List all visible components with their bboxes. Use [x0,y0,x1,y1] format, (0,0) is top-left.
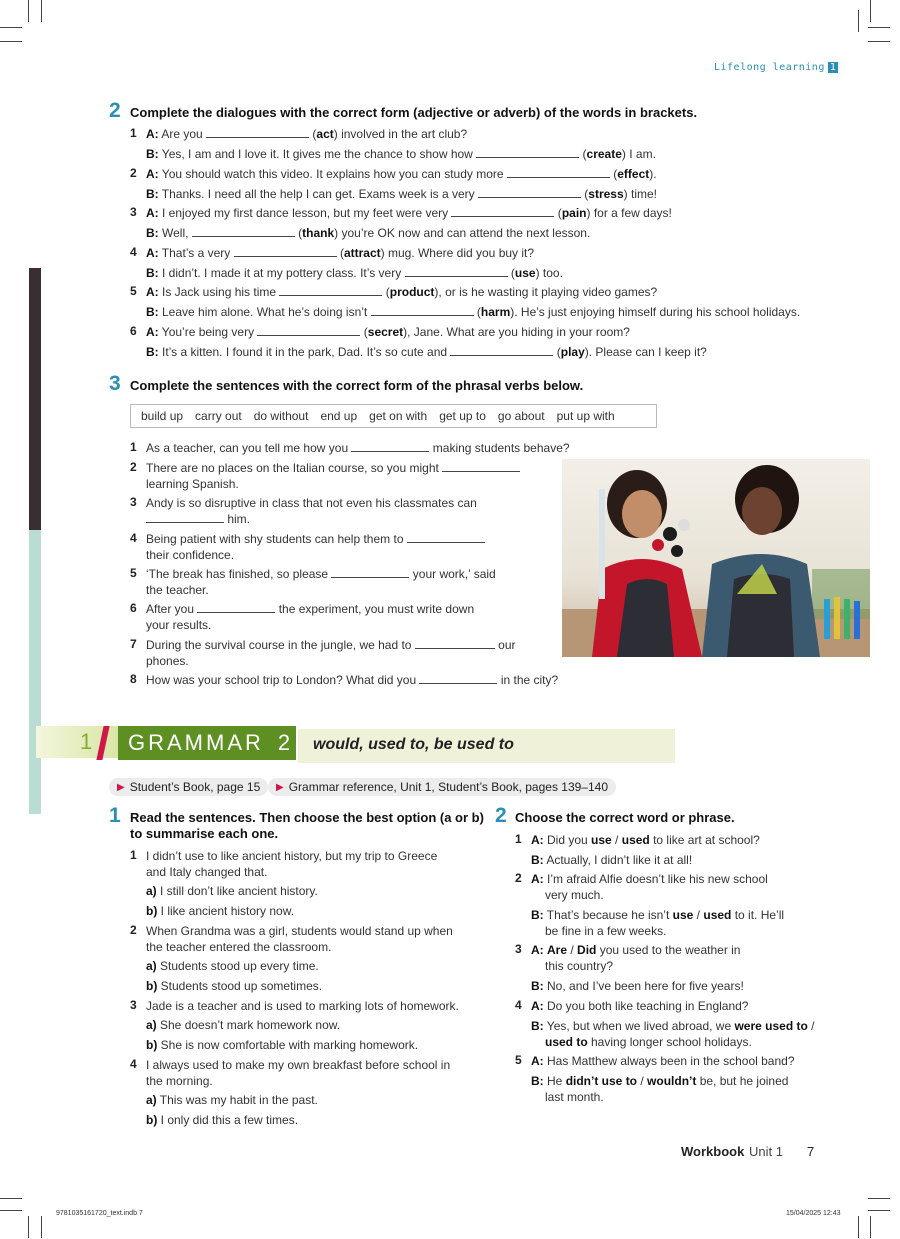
line-text: ) for a few days! [586,206,672,221]
sentence-line: the morning. [146,1074,213,1088]
sentence-line [146,653,189,669]
line-text: be fine in a few weeks. [545,924,667,938]
option-letter: a) [146,884,157,898]
dialogue-line-a [146,284,657,300]
unit-number-badge: 1 [829,62,837,73]
line-text: ( [336,245,344,260]
line-text: this country? [545,959,614,973]
line-text: / [567,943,578,957]
line-text: During the survival course in the jungle, we had to [146,638,415,652]
bracket-word: product [389,285,435,300]
choice-option[interactable]: used [703,908,732,922]
line-text: Did you [543,833,592,847]
item-number: 6 [130,324,137,338]
dialogue-line-a [146,205,672,221]
grammar-reference-link[interactable] [268,778,616,796]
speaker-label: B: [531,1019,544,1033]
sentence-line: I always used to make my own breakfast before school in [146,1058,451,1072]
sentence-line [146,547,234,563]
exercise-number: 1 [109,804,121,827]
item-number: 3 [130,998,137,1012]
answer-blank[interactable] [257,325,360,336]
item-number: 1 [130,440,137,454]
dialogue-line-b [531,852,692,868]
speaker-label: A: [531,872,544,886]
answer-blank[interactable] [507,167,610,178]
phrasal-verb-box [130,404,657,428]
item-number: 2 [515,871,522,885]
phrasal-verb: carry out [195,409,242,423]
item-number: 1 [515,832,522,846]
item-number: 3 [515,942,522,956]
answer-blank[interactable] [419,673,497,684]
line-text: / [637,1074,648,1088]
speaker-label: A: [146,285,159,300]
phrasal-verb: get up to [439,409,486,423]
dialogue-line-b [146,186,657,202]
line-text: ( [360,325,368,339]
reference-text: Grammar reference, Unit 1, Student’s Book, pages 139–140 [288,780,608,794]
line-text: I didn’t. I made it at my pottery class. It’s very [158,265,405,280]
line-text: ( [580,186,589,201]
line-text: Are you [158,127,207,141]
answer-blank[interactable] [206,127,309,138]
grammar-subtitle: would, used to, be used to [313,736,514,753]
dialogue-line-b [146,265,563,281]
item-number: 3 [130,205,137,220]
item-number: 4 [130,1057,137,1071]
dialogue-line-b [146,344,707,360]
option-a[interactable] [146,958,319,974]
choice-option[interactable]: use [591,833,612,847]
item-number: 6 [130,601,137,615]
reference-text: Student’s Book, page 15 [129,780,261,794]
option-text: This was my habit in the past. [156,1093,318,1107]
option-text: She doesn’t mark homework now. [156,1018,341,1032]
line-text: the experiment, you must write down [275,602,475,616]
line-text: As a teacher, can you tell me how you [146,441,352,455]
play-triangle-icon: ▶ [276,781,284,793]
line-text: ). [649,166,657,181]
sentence-line [146,637,516,653]
line-text: Thanks. I need all the help I can get. Exams week is a very [158,186,478,201]
sentence-line [146,617,211,633]
option-letter: a) [146,959,157,973]
line-text: be, but he joined [696,1074,789,1088]
dialogue-line-a [531,942,740,958]
sentence-line [146,672,558,688]
item-number: 2 [130,165,137,180]
sentence-line [146,582,209,598]
line-text: ) I am. [621,147,656,161]
dialogue-line-b [531,1018,815,1034]
sentence-line: Jade is a teacher and is used to marking lots of homework. [146,999,459,1013]
line-text: ‘The break has finished, so please [146,567,332,581]
footer-book: Workbook [681,1144,745,1159]
choice-option[interactable]: used to [545,1035,588,1049]
line-text: Being patient with shy students can help them to [146,532,407,546]
choice-option[interactable]: wouldn’t [647,1074,697,1088]
exercise-instruction: to summarise each one. [130,826,279,841]
exercise-number: 3 [109,372,121,395]
sentence-line [146,566,496,582]
option-b[interactable] [146,1112,298,1128]
speaker-label: A: [146,166,159,181]
speaker-label: B: [531,908,544,922]
bracket-word: pain [561,206,587,221]
line-text: No, and I’ve been here for five years! [543,979,744,993]
line-text: ( [507,265,515,280]
bracket-word: use [514,265,536,280]
line-text: making students behave? [429,441,570,455]
line-text: ( [309,127,317,141]
item-number: 2 [130,923,137,937]
option-b[interactable] [146,1037,418,1053]
dialogue-line-b [146,146,656,162]
option-text: I only did this a few times. [157,1113,299,1127]
sentence-line [146,476,239,492]
speaker-label: A: [146,325,159,339]
item-number: 2 [130,460,137,474]
running-header [714,62,838,73]
bracket-word: effect [617,166,650,181]
line-text: Leave him alone. What he’s doing isn’t [158,305,371,320]
dialogue-line-b [146,225,590,241]
bracket-word: create [586,147,622,161]
item-number: 4 [130,531,137,545]
speaker-label: B: [531,853,544,867]
line-text: our [494,638,516,652]
item-number: 4 [130,244,137,259]
speaker-label: A: [531,1054,544,1068]
sentence-line: I didn’t use to like ancient history, but my trip to Greece [146,849,438,863]
play-triangle-icon: ▶ [117,781,125,793]
exercise-instruction: Read the sentences. Then choose the best option (a or b) [130,810,484,825]
bracket-word: attract [343,245,381,260]
dialogue-line-a [531,871,768,887]
dialogue-line-a [545,887,604,903]
line-text: You’re being very [158,325,258,339]
line-text: to it. He’ll [731,908,785,922]
line-text: I’m afraid Alfie doesn’t like his new school [543,872,768,886]
slug-filename: 9781035161720_text.indb 7 [56,1210,143,1217]
dialogue-line-a [146,324,630,340]
answer-blank[interactable] [279,285,382,296]
dialogue-line-a [146,245,534,261]
line-text: It’s a kitten. I found it in the park, Dad. It’s so cute and [158,345,451,359]
line-text: last month. [545,1090,604,1104]
line-text: ( [579,147,587,161]
line-text: him. [224,512,251,526]
slug-date: 15/04/2025 12:43 [786,1210,841,1217]
line-text: ( [609,166,618,181]
line-text: That’s because he isn’t [543,908,673,922]
item-number: 1 [130,848,137,862]
line-text: After you [146,602,198,616]
item-number: 3 [130,495,137,509]
phrasal-verb: go about [497,409,545,423]
dialogue-line-b [531,907,784,923]
answer-blank[interactable] [331,567,409,578]
line-text: to like art at school? [649,833,760,847]
choice-option[interactable]: use [672,908,694,922]
line-text: I enjoyed my first dance lesson, but my feet were very [158,206,452,221]
answer-blank[interactable] [478,187,581,198]
sentence-line: the teacher entered the classroom. [146,940,332,954]
line-text: ), Jane. What are you hiding in your room? [403,325,630,339]
option-letter: b) [146,1038,158,1052]
line-text: ) involved in the art club? [333,127,468,141]
dialogue-line-b [146,304,800,320]
line-text: ), or is he wasting it playing video games? [434,285,658,300]
line-text: / [693,908,704,922]
option-b[interactable] [146,903,294,919]
line-text: ( [554,206,562,221]
item-number: 7 [130,637,137,651]
sidebar-photo-strip [29,268,41,530]
bracket-word: harm [480,305,511,320]
speaker-label: B: [146,147,159,161]
line-text: Is Jack using his time [158,285,280,300]
line-text: / [807,1019,815,1033]
line-text: ( [473,305,481,320]
choice-option[interactable]: Did [577,943,597,957]
line-text: / [611,833,622,847]
speaker-label: B: [146,226,159,241]
option-letter: a) [146,1093,157,1107]
dialogue-line-b [531,978,744,994]
option-letter: a) [146,1018,157,1032]
dialogue-line-a [531,1053,795,1069]
exercise-instruction: Complete the sentences with the correct form of the phrasal verbs below. [130,378,584,393]
option-letter: b) [146,1113,158,1127]
option-text: I like ancient history now. [157,904,295,918]
phrasal-verb: put up with [556,409,615,423]
line-text: Actually, I didn’t like it at all! [543,853,693,867]
line-text: ) you’re OK now and can attend the next lesson. [334,226,591,241]
line-text: Andy is so disruptive in class that not even his classmates can [146,496,477,510]
answer-blank[interactable] [442,461,520,472]
answer-blank[interactable] [234,246,337,257]
speaker-label: A: [146,127,159,141]
answer-blank[interactable] [146,512,224,523]
sentence-line [146,531,485,547]
answer-blank[interactable] [451,206,554,217]
phrasal-verb: do without [253,409,309,423]
sentence-line [146,440,570,456]
line-text: There are no places on the Italian course, so you might [146,461,443,475]
choice-option[interactable]: used [621,833,650,847]
line-text: very much. [545,888,604,902]
line-text: Well, [158,226,192,241]
line-text: you used to the weather in [596,943,741,957]
choice-option[interactable]: Are [547,943,568,957]
speaker-label: A: [146,245,159,260]
bracket-word: secret [367,325,404,339]
speaker-label: A: [531,999,544,1013]
item-number: 4 [515,998,522,1012]
speaker-label: B: [146,345,159,359]
dialogue-line-b [545,1034,752,1050]
answer-blank[interactable] [450,345,553,356]
speaker-label: A: [531,833,544,847]
speaker-label: A: [146,206,159,221]
line-text: ). He’s just enjoying himself during his school holidays. [510,305,801,320]
line-text: ) mug. Where did you buy it? [380,245,535,260]
option-letter: b) [146,979,158,993]
line-text: the teacher. [146,583,209,597]
line-text: ) time! [623,186,658,201]
answer-blank[interactable] [407,532,485,543]
line-text: ) too. [535,265,563,280]
option-text: Students stood up sometimes. [157,979,323,993]
dialogue-line-a [545,958,613,974]
sentence-line [146,601,474,617]
line-text: your work,’ said [409,567,496,581]
item-number: 5 [130,284,137,299]
line-text: having longer school holidays. [587,1035,752,1049]
answer-blank[interactable] [197,602,275,613]
line-text: That’s a very [158,245,234,260]
option-text: Students stood up every time. [156,959,319,973]
line-text: He [543,1074,566,1088]
line-text: ). Please can I keep it? [584,345,707,359]
sidebar-colour-strip [29,530,41,814]
speaker-label: B: [146,186,159,201]
answer-blank[interactable] [405,266,508,277]
sentence-line [146,460,520,476]
speaker-label: B: [531,979,544,993]
dialogue-line-b [531,1073,788,1089]
students-science-photo [562,459,870,657]
lesson-number: 1 [80,729,93,754]
footer-unit: Unit 1 [749,1144,783,1159]
exercise-instruction: Complete the dialogues with the correct form (adjective or adverb) of the words in brackets. [130,105,698,120]
line-text: your results. [146,618,212,632]
line-text: You should watch this video. It explains how you can study more [158,166,507,181]
line-text: Yes, but when we lived abroad, we [543,1019,735,1033]
exercise-instruction: Choose the correct word or phrase. [515,810,735,825]
answer-blank[interactable] [351,441,429,452]
bracket-word: thank [302,226,335,241]
speaker-label: B: [146,305,159,320]
bracket-word: stress [588,186,624,201]
dialogue-line-a [146,166,657,182]
choice-option[interactable]: were used to [734,1019,808,1033]
option-a[interactable] [146,1092,318,1108]
dialogue-line-a [146,126,467,142]
line-text: in the city? [497,673,559,687]
page-number: 7 [807,1144,815,1159]
speaker-label: A: [531,943,544,957]
line-text: ( [382,285,390,300]
line-text: phones. [146,654,189,668]
item-number: 1 [130,126,137,140]
speaker-label: B: [531,1074,544,1088]
dialogue-line-a [531,998,748,1014]
exercise-number: 2 [109,99,121,122]
choice-option[interactable]: didn’t use to [565,1074,638,1088]
phrasal-verb: build up [141,409,184,423]
phrasal-verb: get on with [369,409,428,423]
item-number: 5 [515,1053,522,1067]
sentence-line: When Grandma was a girl, students would stand up when [146,924,453,938]
option-a[interactable] [146,883,318,899]
exercise-number: 2 [495,804,507,827]
line-text: Yes, I am and I love it. It gives me the chance to show how [158,147,477,161]
line-text: learning Spanish. [146,477,239,491]
grammar-label: GRAMMAR [128,730,264,755]
answer-blank[interactable] [192,226,295,237]
sentence-line [146,495,477,511]
option-letter: b) [146,904,158,918]
answer-blank[interactable] [476,147,579,158]
line-text: How was your school trip to London? What did you [146,673,420,687]
speaker-label: B: [146,265,159,280]
line-text: ( [294,226,303,241]
bracket-word: act [316,127,334,141]
line-text: Do you both like teaching in England? [543,999,749,1013]
bracket-word: play [560,345,585,359]
item-number: 5 [130,566,137,580]
sentence-line [146,511,250,527]
answer-blank[interactable] [371,305,474,316]
option-text: She is now comfortable with marking homework. [157,1038,419,1052]
dialogue-line-b [545,923,666,939]
grammar-title-box [118,726,296,760]
line-text: ( [553,345,561,359]
option-b[interactable] [146,978,322,994]
phrasal-verb: end up [320,409,358,423]
section-name: Lifelong learning [714,62,825,73]
option-text: I still don’t like ancient history. [156,884,318,898]
dialogue-line-a [531,832,760,848]
sentence-line: and Italy changed that. [146,865,268,879]
grammar-label-number: 2 [277,730,294,755]
option-a[interactable] [146,1017,340,1033]
answer-blank[interactable] [415,638,495,649]
line-text: Has Matthew always been in the school band? [543,1054,795,1068]
students-book-reference[interactable] [109,778,268,796]
dialogue-line-b [545,1089,604,1105]
item-number: 8 [130,672,137,686]
line-text: their confidence. [146,548,235,562]
